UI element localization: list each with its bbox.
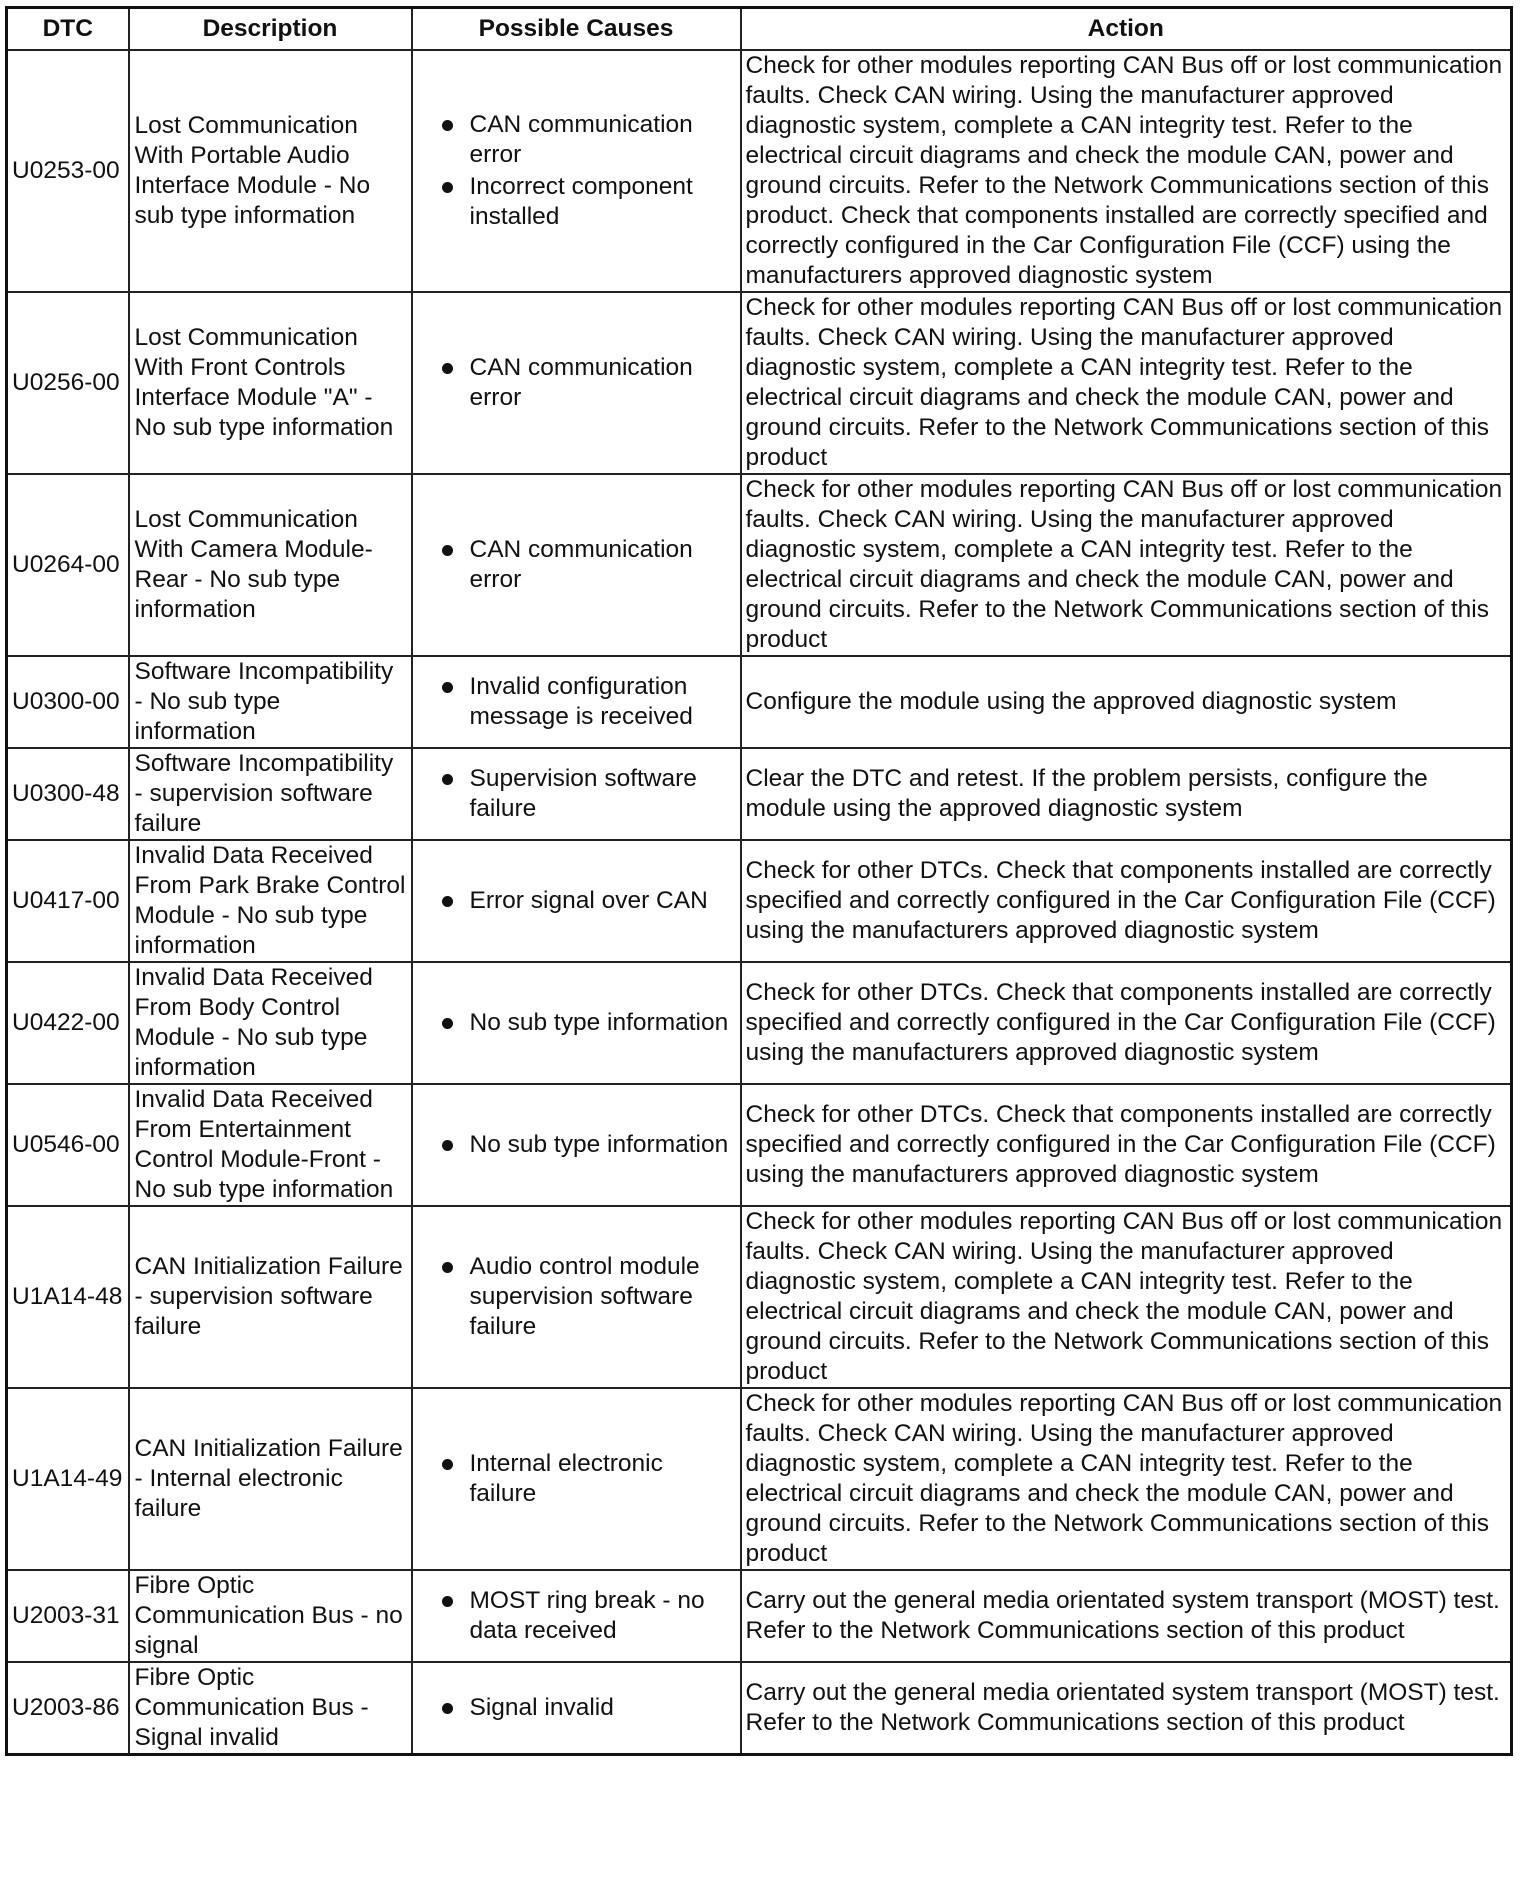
table-row [7, 1206, 1512, 1388]
dtc-description: Software Incompatibility - No sub type information [129, 656, 412, 748]
table-row [7, 656, 1512, 748]
dtc-description: Lost Communication With Portable Audio Interface Module - No sub type information [129, 50, 412, 292]
dtc-action: Check for other modules reporting CAN Bus off or lost communication faults. Check CAN wiring. Using the manufacturer approved diagnostic system, complete a CAN integrity test. Refer to the electrical circuit diagrams and check the module CAN, power and ground circuits. Refer to the Network Communications section of this product [741, 1388, 1512, 1570]
dtc-description: Lost Communication With Front Controls Interface Module "A" - No sub type information [129, 292, 412, 474]
cause-item: Audio control module supervision software failure [442, 1252, 736, 1342]
header-possible-causes: Possible Causes [412, 8, 741, 51]
table-row [7, 962, 1512, 1084]
dtc-code: U1A14-49 [7, 1388, 129, 1570]
table-row [7, 1662, 1512, 1755]
cause-item: Error signal over CAN [442, 886, 736, 916]
dtc-action: Carry out the general media orientated system transport (MOST) test. Refer to the Network Communications section of this product [741, 1662, 1512, 1755]
dtc-code: U2003-31 [7, 1570, 129, 1662]
possible-causes-cell [412, 474, 741, 656]
causes-list [417, 110, 736, 232]
dtc-code: U1A14-48 [7, 1206, 129, 1388]
dtc-code: U0300-48 [7, 748, 129, 840]
header-dtc: DTC [7, 8, 129, 51]
possible-causes-cell [412, 656, 741, 748]
possible-causes-cell [412, 962, 741, 1084]
table-row [7, 1570, 1512, 1662]
cause-item: CAN communication error [442, 110, 736, 170]
dtc-code: U0422-00 [7, 962, 129, 1084]
cause-item: CAN communication error [442, 535, 736, 595]
table-row [7, 1388, 1512, 1570]
cause-item: Supervision software failure [442, 764, 736, 824]
causes-list [417, 1586, 736, 1646]
dtc-description: Invalid Data Received From Park Brake Control Module - No sub type information [129, 840, 412, 962]
dtc-description: Invalid Data Received From Entertainment Control Module-Front - No sub type information [129, 1084, 412, 1206]
dtc-description: CAN Initialization Failure - Internal electronic failure [129, 1388, 412, 1570]
dtc-table [5, 6, 1513, 1756]
dtc-code: U0253-00 [7, 50, 129, 292]
dtc-action: Clear the DTC and retest. If the problem persists, configure the module using the approved diagnostic system [741, 748, 1512, 840]
dtc-action: Configure the module using the approved diagnostic system [741, 656, 1512, 748]
header-action: Action [741, 8, 1512, 51]
dtc-action: Check for other modules reporting CAN Bus off or lost communication faults. Check CAN wiring. Using the manufacturer approved diagnostic system, complete a CAN integrity test. Refer to the electrical circuit diagrams and check the module CAN, power and ground circuits. Refer to the Network Communications section of this product [741, 474, 1512, 656]
possible-causes-cell [412, 1084, 741, 1206]
causes-list [417, 353, 736, 413]
cause-item: Incorrect component installed [442, 172, 736, 232]
causes-list [417, 672, 736, 732]
possible-causes-cell [412, 1388, 741, 1570]
table-row [7, 474, 1512, 656]
cause-item: No sub type information [442, 1008, 736, 1038]
causes-list [417, 1130, 736, 1160]
dtc-description: Lost Communication With Camera Module-Rear - No sub type information [129, 474, 412, 656]
dtc-action: Check for other modules reporting CAN Bus off or lost communication faults. Check CAN wiring. Using the manufacturer approved diagnostic system, complete a CAN integrity test. Refer to the electrical circuit diagrams and check the module CAN, power and ground circuits. Refer to the Network Communications section of this product [741, 292, 1512, 474]
table-row [7, 748, 1512, 840]
possible-causes-cell [412, 1570, 741, 1662]
causes-list [417, 535, 736, 595]
dtc-description: Software Incompatibility - supervision software failure [129, 748, 412, 840]
dtc-code: U0264-00 [7, 474, 129, 656]
possible-causes-cell [412, 1662, 741, 1755]
possible-causes-cell [412, 840, 741, 962]
causes-list [417, 764, 736, 824]
dtc-action: Check for other modules reporting CAN Bus off or lost communication faults. Check CAN wiring. Using the manufacturer approved diagnostic system, complete a CAN integrity test. Refer to the electrical circuit diagrams and check the module CAN, power and ground circuits. Refer to the Network Communications section of this product. Check that components installed are correctly specified and correctly configured in the Car Configuration File (CCF) using the manufacturers approved diagnostic system [741, 50, 1512, 292]
dtc-code: U0546-00 [7, 1084, 129, 1206]
possible-causes-cell [412, 748, 741, 840]
cause-item: Signal invalid [442, 1693, 736, 1723]
dtc-description: Fibre Optic Communication Bus - Signal invalid [129, 1662, 412, 1755]
cause-item: MOST ring break - no data received [442, 1586, 736, 1646]
dtc-action: Carry out the general media orientated system transport (MOST) test. Refer to the Network Communications section of this product [741, 1570, 1512, 1662]
table-row [7, 50, 1512, 292]
table-row [7, 292, 1512, 474]
dtc-description: Invalid Data Received From Body Control Module - No sub type information [129, 962, 412, 1084]
dtc-action: Check for other DTCs. Check that components installed are correctly specified and correctly configured in the Car Configuration File (CCF) using the manufacturers approved diagnostic system [741, 1084, 1512, 1206]
dtc-action: Check for other DTCs. Check that components installed are correctly specified and correctly configured in the Car Configuration File (CCF) using the manufacturers approved diagnostic system [741, 962, 1512, 1084]
table-body [7, 50, 1512, 1755]
dtc-action: Check for other DTCs. Check that components installed are correctly specified and correctly configured in the Car Configuration File (CCF) using the manufacturers approved diagnostic system [741, 840, 1512, 962]
possible-causes-cell [412, 292, 741, 474]
cause-item: No sub type information [442, 1130, 736, 1160]
dtc-code: U0256-00 [7, 292, 129, 474]
cause-item: Invalid configuration message is received [442, 672, 736, 732]
cause-item: Internal electronic failure [442, 1449, 736, 1509]
dtc-document [5, 6, 1510, 1756]
dtc-code: U0300-00 [7, 656, 129, 748]
dtc-code: U2003-86 [7, 1662, 129, 1755]
header-description: Description [129, 8, 412, 51]
causes-list [417, 1008, 736, 1038]
header-row [7, 8, 1512, 51]
dtc-code: U0417-00 [7, 840, 129, 962]
dtc-action: Check for other modules reporting CAN Bus off or lost communication faults. Check CAN wiring. Using the manufacturer approved diagnostic system, complete a CAN integrity test. Refer to the electrical circuit diagrams and check the module CAN, power and ground circuits. Refer to the Network Communications section of this product [741, 1206, 1512, 1388]
possible-causes-cell [412, 50, 741, 292]
cause-item: CAN communication error [442, 353, 736, 413]
table-row [7, 840, 1512, 962]
possible-causes-cell [412, 1206, 741, 1388]
table-row [7, 1084, 1512, 1206]
causes-list [417, 1693, 736, 1723]
causes-list [417, 1449, 736, 1509]
causes-list [417, 1252, 736, 1342]
dtc-description: CAN Initialization Failure - supervision software failure [129, 1206, 412, 1388]
dtc-description: Fibre Optic Communication Bus - no signal [129, 1570, 412, 1662]
causes-list [417, 886, 736, 916]
